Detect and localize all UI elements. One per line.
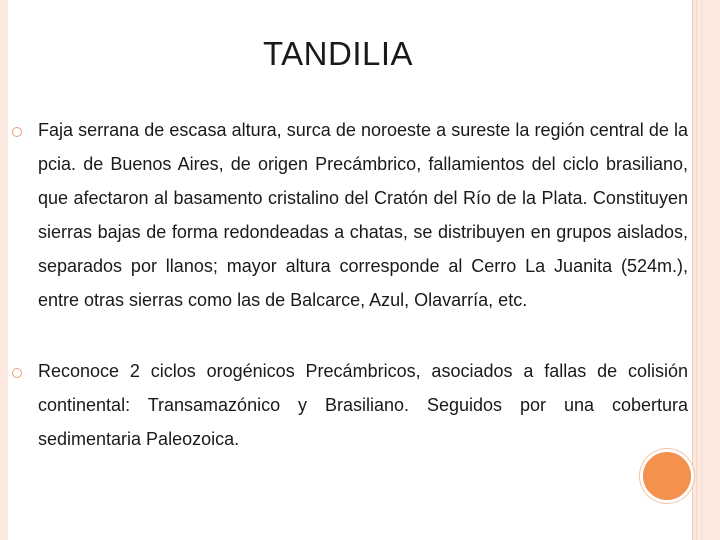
hollow-circle-bullet-icon: [12, 127, 22, 137]
left-border-strip: [0, 0, 8, 540]
decorative-vertical-line: [692, 0, 693, 540]
content-panel: [8, 0, 692, 540]
decorative-orange-circle: [640, 449, 694, 503]
bullet-paragraph-1: Faja serrana de escasa altura, surca de noroeste a sureste la región central de la pcia. de Buenos Aires, de origen Precámbrico, fallamientos del ciclo brasiliano, que afectaron al basamento cristalino del Cratón del Río de la Plata. Constituyen sierras bajas de forma redondeadas a chatas, se distribuyen en grupos aislados, separados por llanos; mayor altura corresponde al Cerro La Juanita (524m.), entre otras sierras como las de Balcarce, Azul, Olavarría, etc.: [38, 120, 688, 310]
decorative-vertical-line: [696, 0, 697, 540]
slide-title: TANDILIA: [262, 35, 414, 72]
decorative-vertical-line: [701, 0, 702, 540]
hollow-circle-bullet-icon: [12, 368, 22, 378]
bullet-paragraph-2: Reconoce 2 ciclos orogénicos Precámbricos, asociados a fallas de colisión continental: Transamazónico y Brasiliano. Seguidos por una cobertura sedimentaria Paleozoica.: [38, 361, 688, 449]
